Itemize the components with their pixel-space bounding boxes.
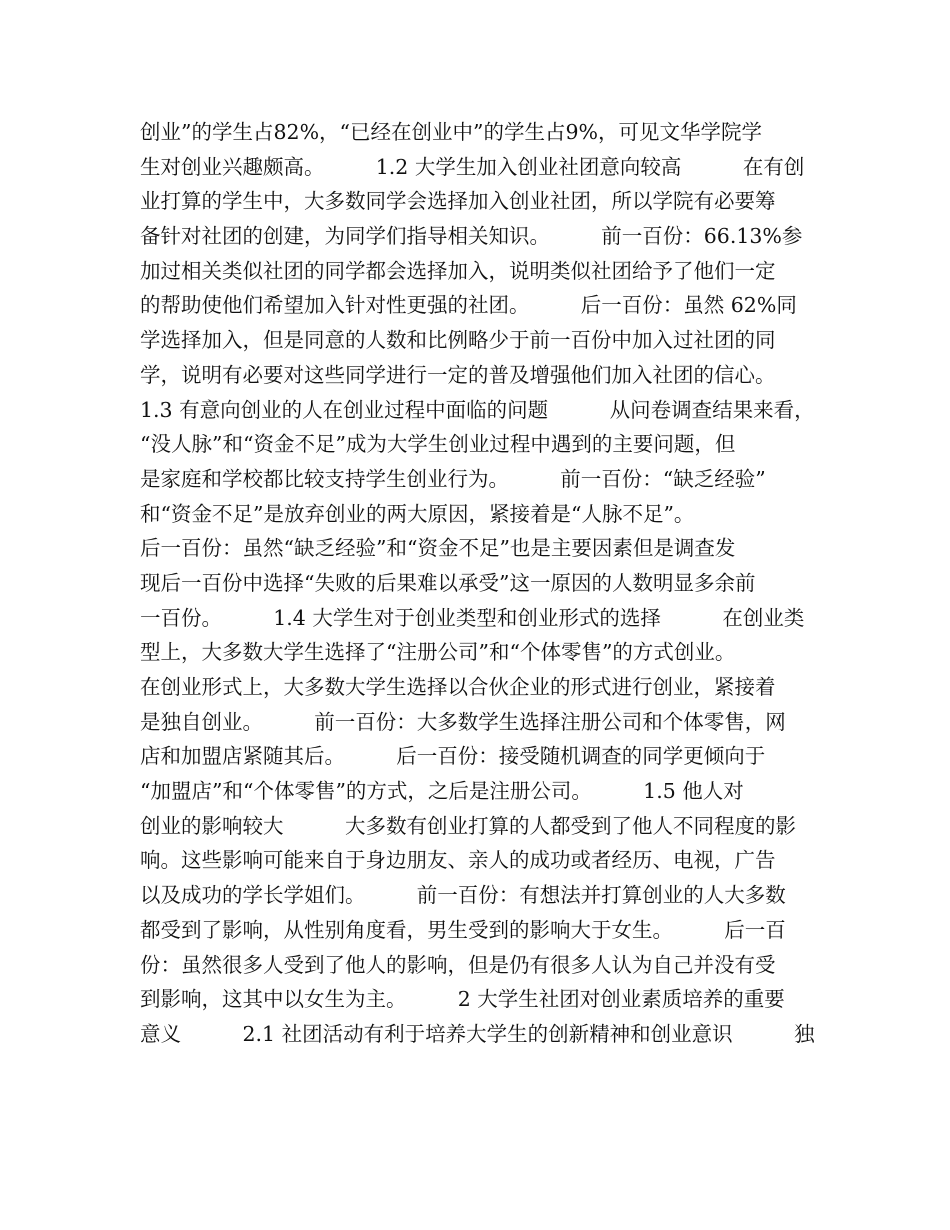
text-line: 和“资金不足”是放弃创业的两大原因，紧接着是“人脉不足”。 bbox=[140, 501, 695, 526]
text-line: 都受到了影响，从性别角度看，男生受到的影响大于女生。 后一百 bbox=[140, 917, 786, 942]
text-line: 创业的影响较大 大多数有创业打算的人都受到了他人不同程度的影 bbox=[140, 813, 796, 838]
text-line: “没人脉”和“资金不足”成为大学生创业过程中遇到的主要问题，但 bbox=[140, 432, 736, 457]
text-line: 一百份。 1.4 大学生对于创业类型和创业形式的选择 在创业类 bbox=[140, 605, 805, 630]
text-line: 是家庭和学校都比较支持学生创业行为。 前一百份：“缺乏经验” bbox=[140, 466, 766, 491]
text-line: 学，说明有必要对这些同学进行一定的普及增强他们加入社团的信心。 bbox=[140, 362, 776, 387]
text-line: 在创业形式上，大多数大学生选择以合伙企业的形式进行创业，紧接着 bbox=[140, 675, 776, 699]
text-line: 意义 2.1 社团活动有利于培养大学生的创新精神和创业意识 独 bbox=[140, 1021, 815, 1046]
text-line: 型上，大多数大学生选择了“注册公司”和“个体零售”的方式创业。 bbox=[140, 640, 736, 665]
text-line: 到影响，这其中以女生为主。 2 大学生社团对创业素质培养的重要 bbox=[140, 987, 785, 1012]
text-line: 现后一百份中选择“失败的后果难以承受”这一原因的人数明显多余前 bbox=[140, 570, 756, 595]
text-line: 后一百份：虽然“缺乏经验”和“资金不足”也是主要因素但是调查发 bbox=[140, 536, 736, 561]
text-line: 1.3 有意向创业的人在创业过程中面临的问题 从问卷调查结果来看， bbox=[140, 397, 815, 422]
text-line: 是独自创业。 前一百份：大多数学生选择注册公司和个体零售，网 bbox=[140, 709, 786, 734]
text-line: 生对创业兴趣颇高。 1.2 大学生加入创业社团意向较高 在有创 bbox=[140, 154, 805, 179]
text-line: 份：虽然很多人受到了他人的影响，但是仍有很多人认为自己并没有受 bbox=[140, 952, 776, 977]
text-line: 响。这些影响可能来自于身边朋友、亲人的成功或者经历、电视，广告 bbox=[140, 848, 776, 873]
text-line: 店和加盟店紧随其后。 后一百份：接受随机调查的同学更倾向于 bbox=[140, 744, 766, 769]
text-line: 以及成功的学长学姐们。 前一百份：有想法并打算创业的人大多数 bbox=[140, 883, 786, 908]
text-line: 备针对社团的创建，为同学们指导相关知识。 前一百份：66.13%参 bbox=[140, 224, 803, 249]
text-line: 业打算的学生中，大多数同学会选择加入创业社团，所以学院有必要筹 bbox=[140, 189, 776, 214]
text-line: “加盟店”和“个体零售”的方式，之后是注册公司。 1.5 他人对 bbox=[140, 779, 744, 804]
text-line: 学选择加入，但是同意的人数和比例略少于前一百份中加入过社团的同 bbox=[140, 328, 776, 353]
text-line: 创业”的学生占82%，“已经在创业中”的学生占9%，可见文华学院学 bbox=[140, 120, 763, 144]
body-text bbox=[140, 115, 840, 1052]
text-line: 的帮助使他们希望加入针对性更强的社团。 后一百份：虽然 62%同 bbox=[140, 293, 797, 318]
text-line: 加过相关类似社团的同学都会选择加入，说明类似社团给予了他们一定 bbox=[140, 258, 776, 283]
